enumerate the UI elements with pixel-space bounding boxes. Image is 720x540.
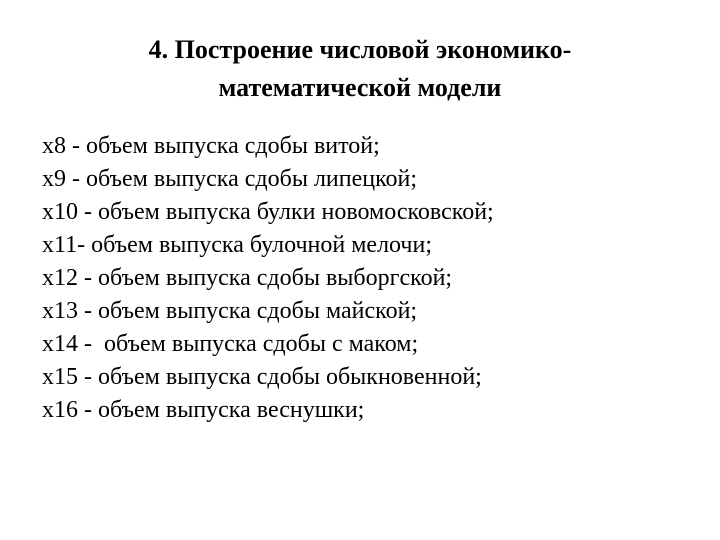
list-item-x14: x14 - объем выпуска сдобы с маком; [42,331,419,357]
variable-list [42,130,494,427]
slide-title-line-1: 4. Построение числовой экономико- [148,35,572,64]
list-item-x12: x12 - объем выпуска сдобы выборгской; [42,265,453,291]
slide-title [60,31,660,107]
list-item-x15: x15 - объем выпуска сдобы обыкновенной; [42,364,482,390]
list-item-x9: x9 - объем выпуска сдобы липецкой; [42,166,418,192]
list-item-x10: x10 - объем выпуска булки новомосковской; [42,199,494,225]
list-item-x13: x13 - объем выпуска сдобы майской; [42,298,418,324]
list-item-x11: x11- объем выпуска булочной мелочи; [42,232,432,258]
list-item-x16: x16 - объем выпуска веснушки; [42,397,365,423]
slide-title-line-2: математической модели [218,73,502,102]
list-item-x8: x8 - объем выпуска сдобы витой; [42,133,380,159]
